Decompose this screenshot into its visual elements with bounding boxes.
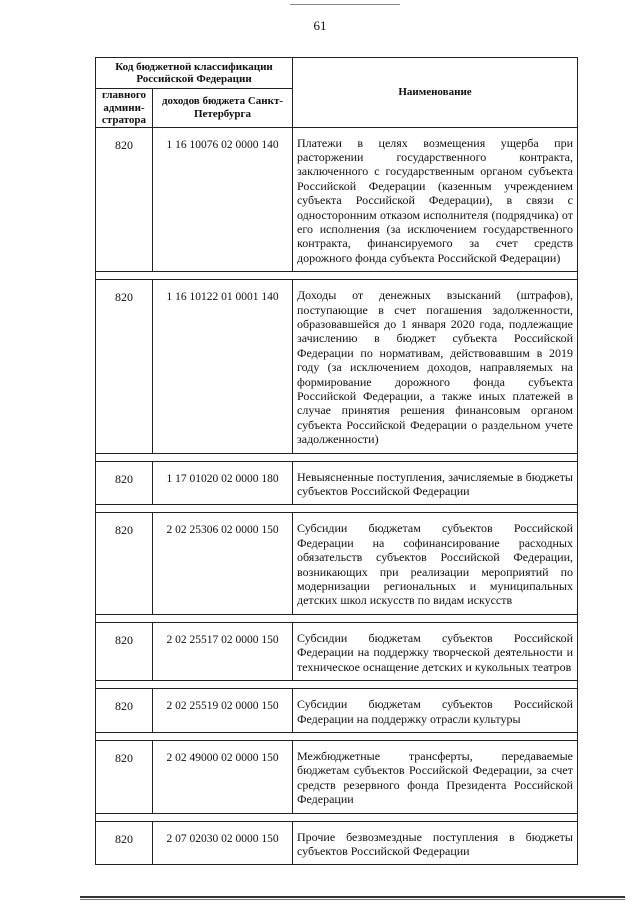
row-spacer-cell — [96, 813, 578, 821]
cell-income-code: 1 16 10076 02 0000 140 — [153, 127, 293, 272]
top-scan-line — [290, 4, 400, 5]
row-spacer — [96, 813, 578, 821]
cell-income-code: 2 02 25517 02 0000 150 — [153, 622, 293, 680]
row-spacer — [96, 505, 578, 513]
header-chief-administrator: главного админи-стратора — [96, 89, 153, 128]
cell-admin-code: 820 — [96, 280, 153, 453]
table-body — [96, 127, 578, 865]
cell-income-code: 2 02 49000 02 0000 150 — [153, 740, 293, 813]
table-row — [96, 280, 578, 453]
table-row — [96, 740, 578, 813]
cell-name: Прочие безвозмездные поступления в бюджеты субъектов Российской Федерации — [293, 821, 578, 865]
table-row — [96, 689, 578, 733]
table-row — [96, 622, 578, 680]
cell-name: Невыясненные поступления, зачисляемые в бюджеты субъектов Российской Федерации — [293, 461, 578, 505]
header-classification-code: Код бюджетной классификации Российской Федерации — [96, 58, 293, 89]
cell-admin-code: 820 — [96, 513, 153, 614]
table-row — [96, 821, 578, 865]
table-header-row — [96, 58, 578, 89]
cell-name: Доходы от денежных взысканий (штрафов), поступающие в счет погашения задолженности, образовавшейся до 1 января 2020 года, подлежащие зачислению в бюджет субъекта Российской Федерации по нормативам, действовавшим в 2019 году (за исключением доходов, направляемых на формирование дорожного фонда субъекта Российской Федерации, а также иных платежей в случае принятия решения финансовым органом субъекта Российской Федерации о раздельном учете задолженности) — [293, 280, 578, 453]
row-spacer-cell — [96, 505, 578, 513]
header-name: Наименование — [293, 58, 578, 128]
row-spacer — [96, 453, 578, 461]
cell-admin-code: 820 — [96, 127, 153, 272]
header-budget-income: доходов бюджета Санкт-Петербурга — [153, 89, 293, 128]
table-row — [96, 127, 578, 272]
cell-admin-code: 820 — [96, 461, 153, 505]
table-row — [96, 461, 578, 505]
budget-classification-table — [95, 57, 578, 865]
cell-income-code: 2 02 25519 02 0000 150 — [153, 689, 293, 733]
cell-income-code: 1 17 01020 02 0000 180 — [153, 461, 293, 505]
bottom-rule — [80, 896, 625, 898]
cell-income-code: 1 16 10122 01 0001 140 — [153, 280, 293, 453]
cell-admin-code: 820 — [96, 622, 153, 680]
row-spacer — [96, 732, 578, 740]
row-spacer — [96, 614, 578, 622]
page-number: 61 — [313, 18, 327, 33]
cell-admin-code: 820 — [96, 689, 153, 733]
cell-income-code: 2 02 25306 02 0000 150 — [153, 513, 293, 614]
cell-income-code: 2 07 02030 02 0000 150 — [153, 821, 293, 865]
row-spacer-cell — [96, 732, 578, 740]
row-spacer-cell — [96, 681, 578, 689]
cell-admin-code: 820 — [96, 821, 153, 865]
row-spacer — [96, 272, 578, 280]
row-spacer-cell — [96, 453, 578, 461]
row-spacer-cell — [96, 614, 578, 622]
cell-admin-code: 820 — [96, 740, 153, 813]
cell-name: Межбюджетные трансферты, передаваемые бюджетам субъектов Российской Федерации, за счет средств резервного фонда Президента Российской Федерации — [293, 740, 578, 813]
row-spacer — [96, 681, 578, 689]
cell-name: Субсидии бюджетам субъектов Российской Федерации на софинансирование расходных обязательств субъектов Российской Федерации, возникающих при реализации мероприятий по модернизации региональных и муниципальных детских школ искусств по видам искусств — [293, 513, 578, 614]
table-row — [96, 513, 578, 614]
cell-name: Платежи в целях возмещения ущерба при расторжении государственного контракта, заключенного с государственным органом субъекта Российской Федерации (казенным учреждением субъекта Российской Федерации), в связи с односторонним отказом исполнителя (подрядчика) от его исполнения (за исключением государственного контракта, финансируемого за счет средств дорожного фонда субъекта Российской Федерации) — [293, 127, 578, 272]
cell-name: Субсидии бюджетам субъектов Российской Федерации на поддержку творческой деятельности и техническое оснащение детских и кукольных театров — [293, 622, 578, 680]
bottom-rule-thin — [80, 899, 625, 900]
row-spacer-cell — [96, 272, 578, 280]
cell-name: Субсидии бюджетам субъектов Российской Федерации на поддержку отрасли культуры — [293, 689, 578, 733]
